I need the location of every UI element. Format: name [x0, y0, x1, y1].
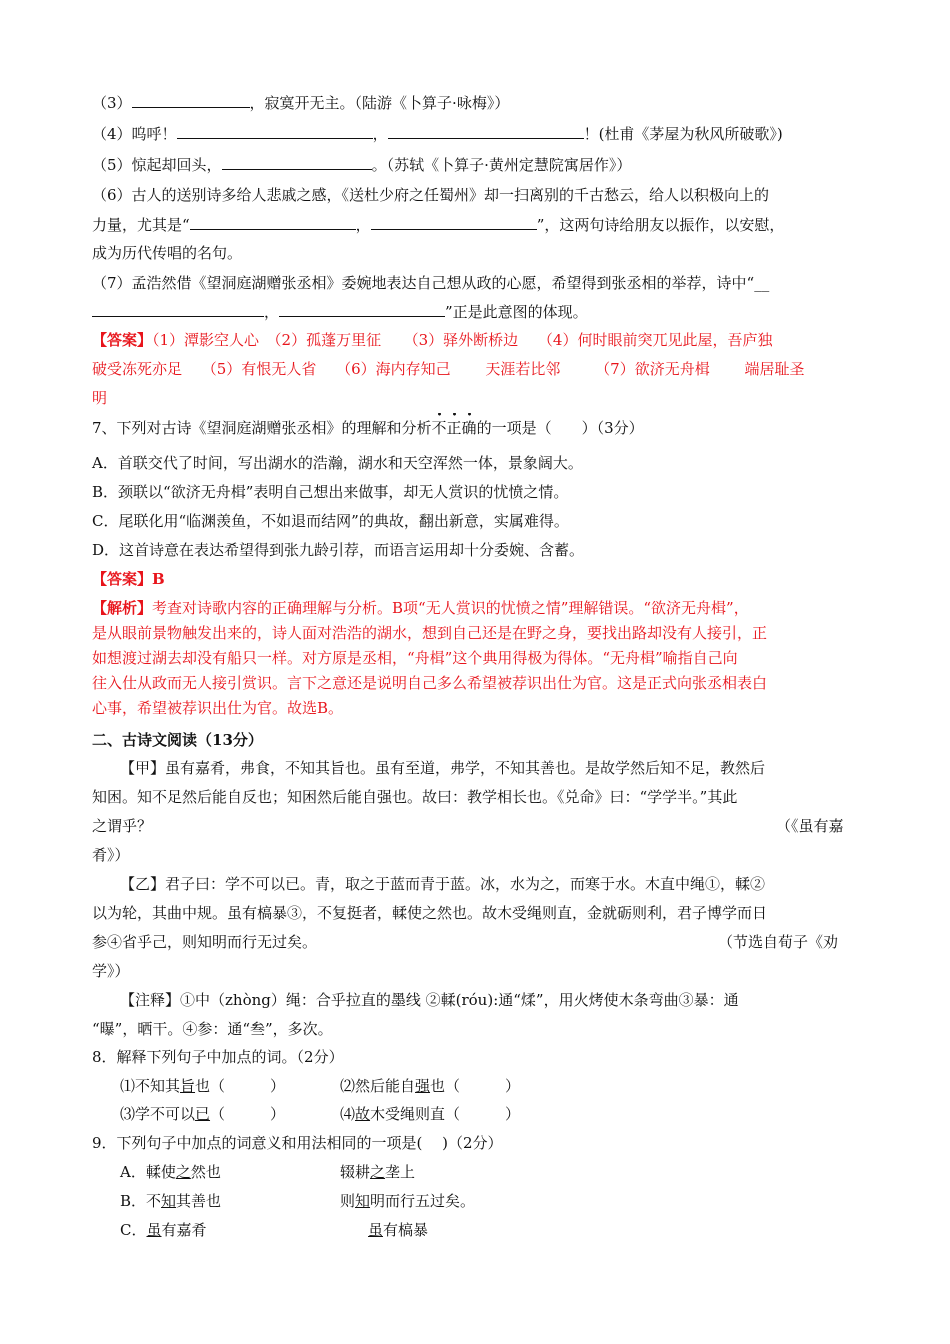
answer-line3: 明 — [92, 389, 108, 407]
q9-option-a-left: A．輮使之然也 — [120, 1163, 221, 1181]
q9-option-c-right: 虽有槁暴 — [368, 1221, 429, 1239]
blank[interactable] — [279, 301, 445, 317]
blank[interactable] — [132, 92, 250, 108]
blank[interactable] — [190, 214, 356, 230]
fill-item-3: （3） ，寂寞开无主。（陆游《卜算子·咏梅》） — [92, 94, 510, 112]
notes-line1: 【注释】①中（zhòng）绳：合乎拉直的墨线 ②輮(róu):通“煣”，用火烤使木条弯曲③暴：通 — [120, 991, 739, 1009]
fill-item-6-line2: 力量，尤其是“ ， ”，这两句诗给朋友以振作，以安慰， — [92, 216, 785, 234]
passage-yi-line1: 【乙】君子曰：学不可以已。青，取之于蓝而青于蓝。冰，水为之，而寒于水。木直中绳①，輮② — [120, 875, 766, 893]
analysis-line2: 是从眼前景物触发出来的，诗人面对浩浩的湖水，想到自己还是在野之身，要找出路却没有人接引，正 — [92, 624, 768, 642]
analysis-line3: 如想渡过湖去却没有船只一样。对方原是丞相，“舟楫”这个典用得极为得体。“无舟楫”喻指自己向 — [92, 649, 738, 667]
q9-option-b-right: 则知明而行五过矣。 — [340, 1192, 476, 1210]
q8-item-3: ⑶学不可以已（ ） — [120, 1105, 286, 1123]
q8-item-2: ⑵然后能自强也（ ） — [340, 1077, 521, 1095]
q8-item-1: ⑴不知其旨也（ ） — [120, 1077, 286, 1095]
option-a: A．首联交代了时间，写出湖水的浩瀚，湖水和天空浑然一体，景象阔大。 — [92, 454, 583, 472]
answer-line1: 【答案】（1）潭影空人心 （2）孤蓬万里征 （3）驿外断桥边 （4）何时眼前突兀见此屋，吾庐独 — [92, 331, 773, 349]
emphasis-dotted: 不正确 — [432, 413, 477, 437]
blank[interactable] — [371, 214, 537, 230]
fill-item-7-line2: ， ”正是此意图的体现。 — [92, 301, 588, 322]
notes-line2: “曝”，晒干。④参：通“叁”，多次。 — [92, 1020, 333, 1038]
question-8-stem: 8．解释下列句子中加点的词。（2分） — [92, 1048, 344, 1066]
passage-jia-source-cont: 肴》） — [92, 846, 130, 864]
passage-jia-line2: 知困。知不足然后能自反也；知困然后能自强也。故曰：教学相长也。《兑命》曰：“学学半。”其此 — [92, 788, 738, 806]
passage-jia-line1: 【甲】虽有嘉肴，弗食，不知其旨也。虽有至道，弗学，不知其善也。是故学然后知不足，教然后 — [120, 759, 766, 777]
fill-item-6-line1: （6）古人的送别诗多给人悲戚之感，《送杜少府之任蜀州》却一扫离别的千古愁云，给人以积极向上的 — [92, 186, 770, 204]
q9-option-c-left: C．虽有嘉肴 — [120, 1221, 207, 1239]
answer-line2: 破受冻死亦足 （5）有恨无人省 （6）海内存知己 天涯若比邻 （7）欲济无舟楫 端居耻圣 — [92, 360, 805, 378]
answer-2: 【答案】B — [92, 570, 165, 588]
fill-item-7-line1: （7）孟浩然借《望洞庭湖赠张丞相》委婉地表达自己想从政的心愿，希望得到张丞相的举荐，诗中“__ — [92, 274, 770, 292]
analysis-line4: 往入仕从政而无人接引赏识。言下之意还是说明自己多么希望被荐识出仕为官。这是正式向张丞相表白 — [92, 674, 768, 692]
analysis-line5: 心事，希望被荐识出仕为官。故选B。 — [92, 699, 344, 717]
q8-item-4: ⑷故木受绳则直（ ） — [340, 1105, 521, 1123]
passage-jia-line3: 之谓乎？ — [92, 817, 153, 835]
fill-item-4: （4）呜呼！ ， ！(杜甫《茅屋为秋风所破歌》) — [92, 125, 783, 143]
fill-item-6-line3: 成为历代传唱的名句。 — [92, 244, 243, 262]
question-7-stem: 7、下列对古诗《望洞庭湖赠张丞相》的理解和分析不正确的一项是（ ）（3分） — [92, 418, 644, 438]
blank[interactable] — [92, 301, 264, 317]
option-c: C．尾联化用“临渊羡鱼，不如退而结网”的典故，翻出新意，实属难得。 — [92, 512, 569, 530]
passage-yi-source: （节选自荀子《劝 — [718, 933, 839, 951]
question-9-stem: 9．下列句子中加点的词意义和用法相同的一项是( )（2分） — [92, 1134, 503, 1152]
blank[interactable] — [177, 123, 373, 139]
blank[interactable] — [388, 123, 584, 139]
q9-option-b-left: B．不知其善也 — [120, 1192, 222, 1210]
section-title: 二、古诗文阅读（13分） — [92, 731, 263, 749]
passage-yi-source-cont: 学》） — [92, 962, 130, 980]
passage-yi-line2: 以为轮，其曲中规。虽有槁暴③，不复挺者，輮使之然也。故木受绳则直，金就砺则利，君子博学而日 — [92, 904, 768, 922]
option-d: D．这首诗意在表达希望得到张九龄引荐，而语言运用却十分委婉、含蓄。 — [92, 541, 585, 559]
fill-item-5: （5）惊起却回头， 。（苏轼《卜算子·黄州定慧院寓居作》） — [92, 156, 632, 174]
q9-option-a-right: 辍耕之垄上 — [340, 1163, 416, 1181]
analysis-line1: 【解析】考查对诗歌内容的正确理解与分析。B项“无人赏识的忧愤之情”理解错误。“欲济无舟楫”， — [92, 599, 749, 617]
option-b: B．颈联以“欲济无舟楫”表明自己想出来做事，却无人赏识的忧愤之情。 — [92, 483, 569, 501]
passage-jia-source: （《虽有嘉 — [776, 817, 844, 835]
blank[interactable] — [222, 154, 372, 170]
passage-yi-line3: 参④省乎己，则知明而行无过矣。 — [92, 933, 318, 951]
